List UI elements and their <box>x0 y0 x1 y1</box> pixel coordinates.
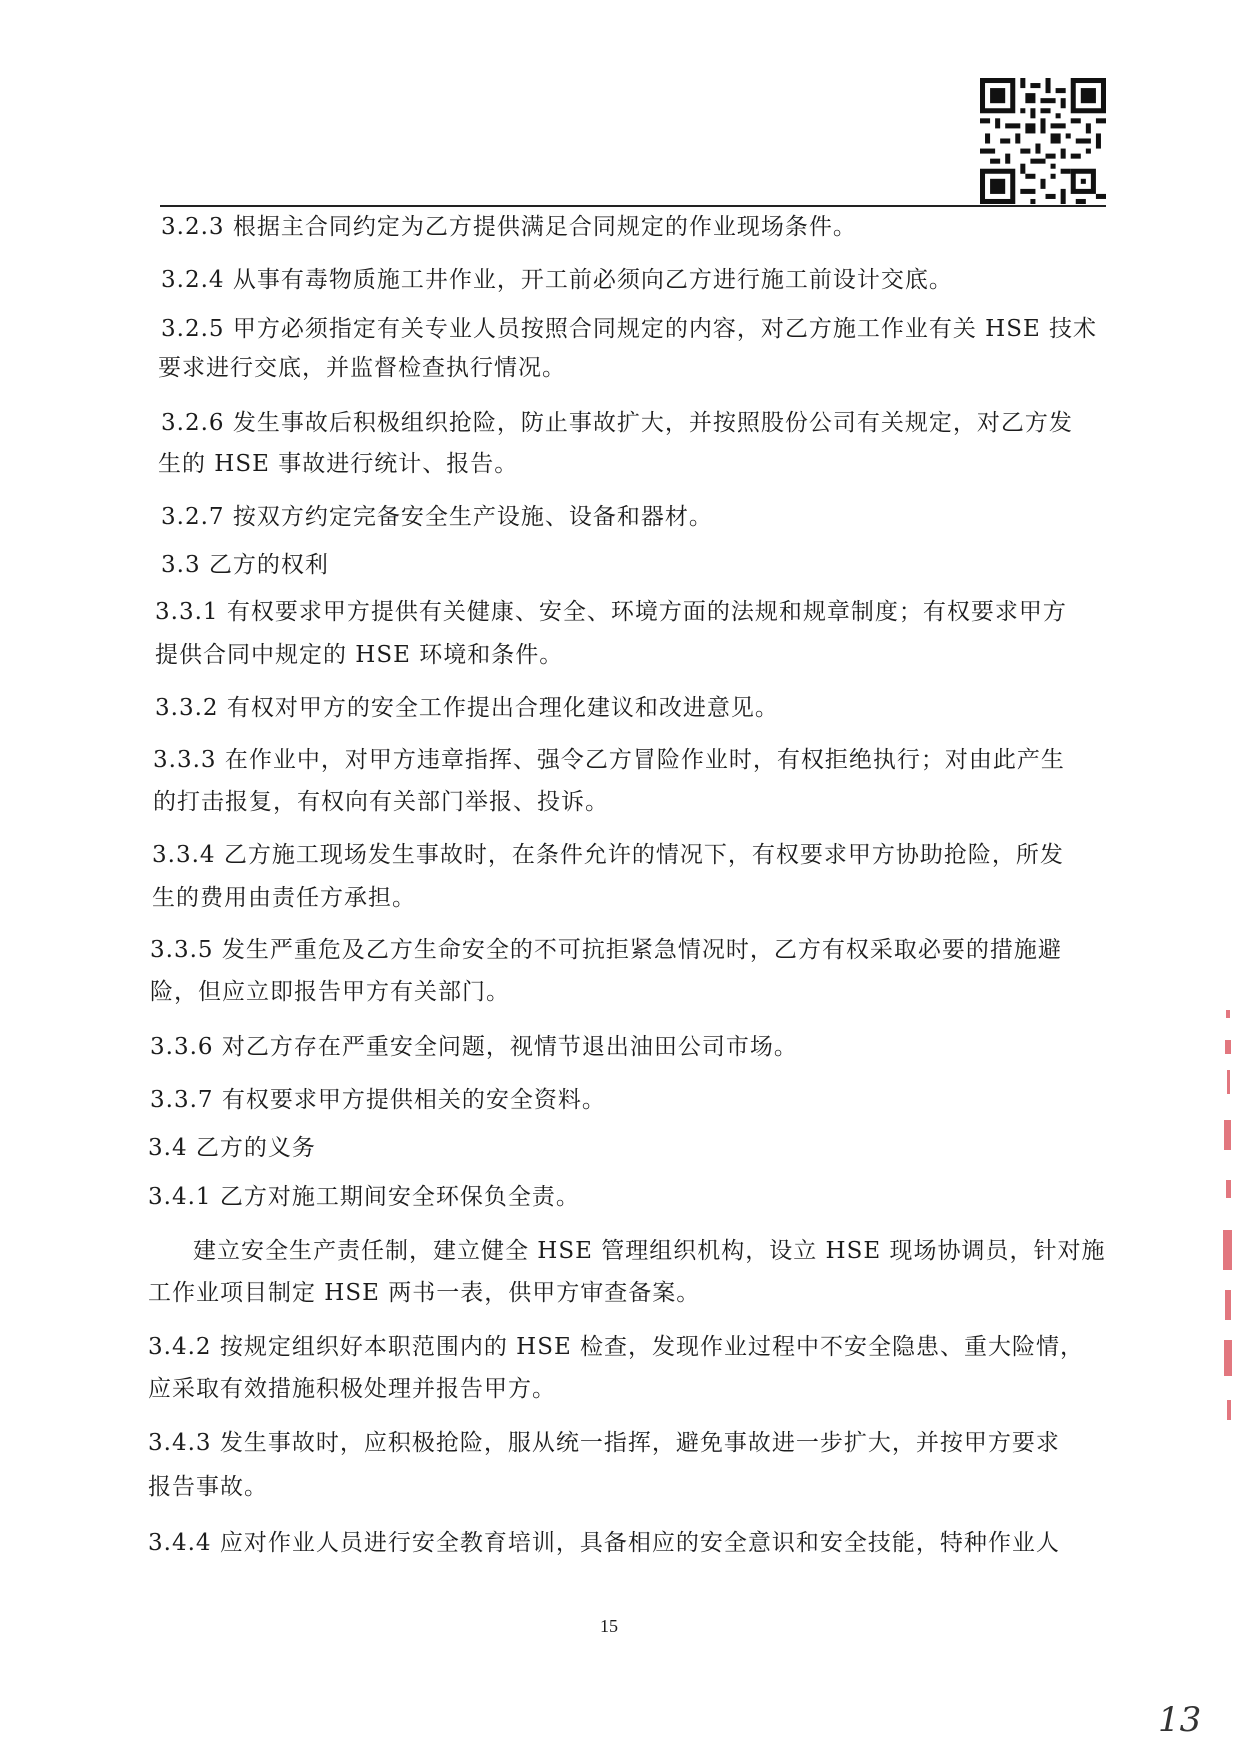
clause-line: 3.3.3 在作业中，对甲方违章指挥、强令乙方冒险作业时，有权拒绝执行；对由此产生 <box>153 747 1065 773</box>
section-heading: 3.3 乙方的权利 <box>161 552 329 578</box>
clause-line: 3.4.1 乙方对施工期间安全环保负全责。 <box>148 1184 580 1210</box>
clause-line: 3.4.2 按规定组织好本职范围内的 HSE 检查，发现作业过程中不安全隐患、重大险情， <box>148 1334 1085 1360</box>
clause-line: 应采取有效措施积极处理并报告甲方。 <box>148 1376 556 1402</box>
clause-line: 的打击报复，有权向有关部门举报、投诉。 <box>153 789 609 815</box>
clause-line: 3.2.7 按双方约定完备安全生产设施、设备和器材。 <box>161 504 713 530</box>
seal-edge-icon <box>1222 1010 1236 1430</box>
clause-line: 3.3.1 有权要求甲方提供有关健康、安全、环境方面的法规和规章制度；有权要求甲方 <box>155 599 1067 625</box>
clause-line: 3.2.4 从事有毒物质施工井作业，开工前必须向乙方进行施工前设计交底。 <box>161 267 953 293</box>
clause-line: 3.3.7 有权要求甲方提供相关的安全资料。 <box>150 1087 606 1113</box>
clause-line: 3.4.4 应对作业人员进行安全教育培训，具备相应的安全意识和安全技能，特种作业人 <box>148 1530 1060 1556</box>
clause-line: 3.2.5 甲方必须指定有关专业人员按照合同规定的内容，对乙方施工作业有关 HSE 技术 <box>161 316 1098 342</box>
clause-line: 报告事故。 <box>148 1474 268 1500</box>
clause-line: 3.3.5 发生严重危及乙方生命安全的不可抗拒紧急情况时，乙方有权采取必要的措施避 <box>150 937 1062 963</box>
clause-line: 3.4.3 发生事故时，应积极抢险，服从统一指挥，避免事故进一步扩大，并按甲方要求 <box>148 1430 1060 1456</box>
handwritten-mark: 13 <box>1158 1700 1202 1740</box>
clause-line: 险，但应立即报告甲方有关部门。 <box>150 979 510 1005</box>
paragraph-line: 建立安全生产责任制，建立健全 HSE 管理组织机构，设立 HSE 现场协调员，针对施 <box>193 1238 1106 1264</box>
clause-line: 3.3.2 有权对甲方的安全工作提出合理化建议和改进意见。 <box>155 695 779 721</box>
page-number: 15 <box>600 1616 618 1636</box>
paragraph-line: 工作业项目制定 HSE 两书一表，供甲方审查备案。 <box>148 1280 701 1306</box>
clause-line: 生的费用由责任方承担。 <box>152 885 416 911</box>
clause-line: 生的 HSE 事故进行统计、报告。 <box>158 451 519 477</box>
clause-line: 3.2.3 根据主合同约定为乙方提供满足合同规定的作业现场条件。 <box>161 214 857 240</box>
section-heading: 3.4 乙方的义务 <box>148 1135 316 1161</box>
qr-code-icon <box>980 78 1106 204</box>
clause-line: 3.2.6 发生事故后积极组织抢险，防止事故扩大，并按照股份公司有关规定，对乙方发 <box>161 410 1073 436</box>
clause-line: 3.3.6 对乙方存在严重安全问题，视情节退出油田公司市场。 <box>150 1034 798 1060</box>
clause-line: 3.3.4 乙方施工现场发生事故时，在条件允许的情况下，有权要求甲方协助抢险，所发 <box>152 842 1064 868</box>
clause-line: 要求进行交底，并监督检查执行情况。 <box>158 355 566 381</box>
header-rule <box>160 205 1106 207</box>
clause-line: 提供合同中规定的 HSE 环境和条件。 <box>155 642 564 668</box>
